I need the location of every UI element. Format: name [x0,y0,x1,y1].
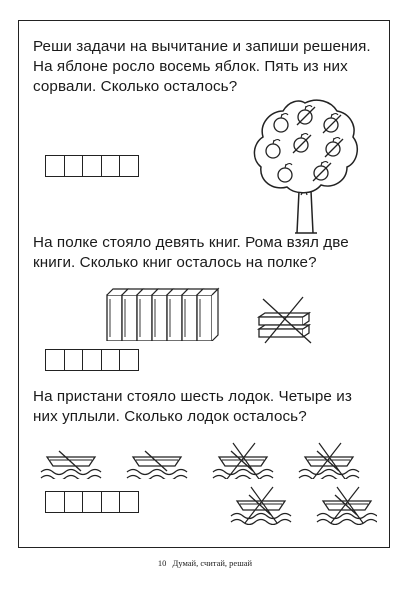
task-1-text [33,37,371,97]
water-wave [299,470,359,475]
answer-cell[interactable] [82,349,102,371]
books-side [212,289,218,341]
boat-icon [317,487,377,525]
water-wave [213,470,273,475]
books-group [107,289,218,341]
water-wave [127,470,187,475]
boat-icon [213,443,273,479]
water-wave [231,520,291,525]
answer-cell[interactable] [64,491,84,513]
boat-icon [127,451,187,479]
task-1-line-2: На яблоне росло восемь яблок. Пять из них [33,58,348,75]
answer-cell[interactable] [101,155,121,177]
task-2-line-2: книги. Сколько книг осталось на полке? [33,254,317,271]
books-on-shelf-illustration [103,283,229,341]
answer-cell[interactable] [101,349,121,371]
answer-cell[interactable] [64,155,84,177]
water-wave [231,514,291,519]
water-wave [299,476,359,480]
task-1-answer-grid[interactable] [45,155,138,177]
boat-icon [231,487,291,525]
task-1-line-3: сорвали. Сколько осталось? [33,78,238,95]
task-3-line-2: них уплыли. Сколько лодок осталось? [33,408,307,425]
water-wave [127,476,187,480]
page-number: 10 [157,558,167,568]
task-2-text [33,233,349,273]
book-title: Думай, считай, решай [172,558,253,568]
task-3-line-1: На пристани стояло шесть лодок. Четыре из [33,388,352,405]
task-2-line-1: На полке стояло девять книг. Рома взял две [33,234,349,251]
water-wave [317,520,377,525]
water-wave [213,476,273,480]
answer-cell[interactable] [119,155,139,177]
boats-row-top [33,441,377,479]
task-3-text [33,387,352,427]
answer-cell[interactable] [45,349,65,371]
answer-cell[interactable] [119,349,139,371]
water-wave [41,476,101,480]
answer-cell[interactable] [64,349,84,371]
worksheet-frame [18,20,390,548]
taken-books-illustration [251,293,317,345]
task-3-answer-grid[interactable] [45,491,138,513]
boats-row-bottom [217,483,377,525]
answer-cell[interactable] [45,155,65,177]
page-footer [0,558,410,568]
answer-cell[interactable] [119,491,139,513]
answer-cell[interactable] [101,491,121,513]
apple-tree-illustration [251,95,361,235]
boat-icon [299,443,359,479]
book-lying [259,325,309,337]
water-wave [41,470,101,475]
task-1-line-1: Реши задачи на вычитание и запиши решения. [33,38,371,55]
answer-cell[interactable] [45,491,65,513]
answer-cell[interactable] [82,491,102,513]
task-2-answer-grid[interactable] [45,349,138,371]
water-wave [317,514,377,519]
boat-icon [41,451,101,479]
answer-cell[interactable] [82,155,102,177]
